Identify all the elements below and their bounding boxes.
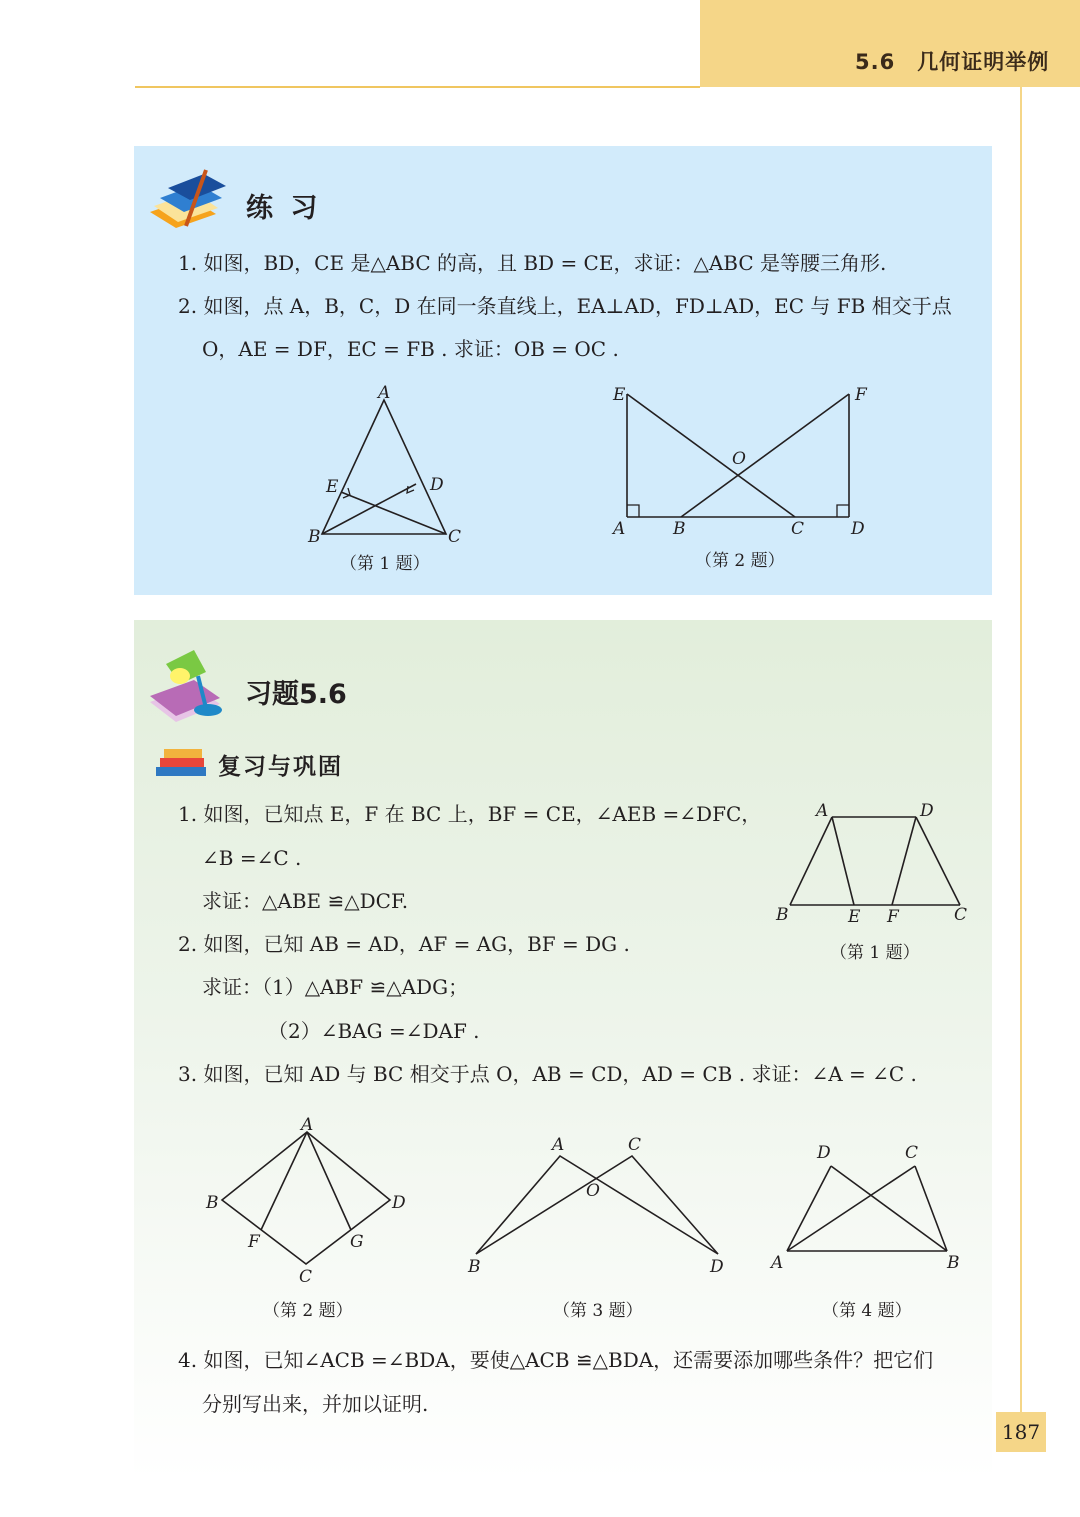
- svg-text:B: B: [308, 527, 321, 547]
- svg-text:C: C: [791, 519, 805, 539]
- svg-text:D: D: [817, 1143, 831, 1163]
- lamp-icon: [146, 646, 236, 726]
- practice-q2-line1: 2. 如图，点 A，B，C，D 在同一条直线上，EA⊥AD，FD⊥AD，EC 与 FB 相交于点: [178, 294, 952, 318]
- svg-text:E: E: [326, 477, 339, 497]
- svg-text:O: O: [732, 449, 746, 469]
- svg-text:A: A: [378, 383, 391, 403]
- exercise-figure-2: [200, 1112, 415, 1287]
- practice-fig1-caption: （第 1 题）: [340, 554, 430, 574]
- exercise-q3-line1: 3. 如图，已知 AD 与 BC 相交于点 O，AB = CD，AD = CB . 求证：∠A = ∠C .: [178, 1062, 917, 1086]
- svg-text:O: O: [586, 1181, 600, 1201]
- svg-text:D: D: [851, 519, 865, 539]
- exercise-q2-line1: 2. 如图，已知 AB = AD，AF = AG，BF = DG .: [178, 932, 630, 956]
- svg-text:A: A: [613, 519, 626, 539]
- svg-text:D: D: [710, 1257, 724, 1275]
- exercise-q2-line2: 求证：（1）△ABF ≌△ADG；: [202, 975, 469, 999]
- svg-text:C: C: [905, 1143, 919, 1163]
- svg-text:D: D: [430, 475, 444, 495]
- practice-q2-line2: O，AE = DF，EC = FB . 求证：OB = OC .: [202, 337, 619, 361]
- practice-figure-2: [605, 380, 875, 545]
- exercise-q4-line2: 分别写出来，并加以证明.: [202, 1392, 429, 1416]
- svg-text:C: C: [628, 1135, 642, 1155]
- stacked-books-icon: [152, 745, 212, 781]
- exercise-fig3-caption: （第 3 题）: [553, 1301, 643, 1321]
- exercise-figure-3: [460, 1130, 735, 1275]
- running-header: [855, 46, 1049, 76]
- svg-text:F: F: [248, 1232, 260, 1252]
- exercise-fig2-caption: （第 2 题）: [263, 1301, 353, 1321]
- section-number: 5.6: [855, 50, 896, 74]
- books-icon: [146, 168, 232, 230]
- svg-text:G: G: [350, 1232, 364, 1252]
- svg-text:C: C: [448, 527, 462, 547]
- svg-text:D: D: [392, 1193, 406, 1213]
- exercise-figure-1: [770, 798, 980, 928]
- svg-text:A: A: [552, 1135, 565, 1155]
- exercise-subtitle: 复习与巩固: [218, 753, 343, 780]
- practice-q1: 1. 如图，BD，CE 是△ABC 的高，且 BD = CE，求证：△ABC 是等腰三角形.: [178, 251, 887, 275]
- exercise-figure-4: [765, 1138, 970, 1273]
- exercise-q1-line2: ∠B =∠C .: [202, 846, 302, 870]
- exercise-q2-line3: （2）∠BAG =∠DAF .: [268, 1019, 480, 1043]
- svg-text:E: E: [848, 907, 861, 927]
- svg-text:A: A: [816, 801, 829, 821]
- practice-title: 练 习: [246, 193, 322, 224]
- svg-text:B: B: [947, 1253, 960, 1273]
- section-title: 几何证明举例: [917, 50, 1050, 74]
- svg-text:D: D: [920, 801, 934, 821]
- svg-text:F: F: [887, 907, 899, 927]
- svg-text:B: B: [673, 519, 686, 539]
- svg-text:F: F: [855, 385, 867, 405]
- svg-text:E: E: [613, 385, 626, 405]
- svg-text:B: B: [776, 905, 789, 925]
- header-rule: [135, 86, 700, 88]
- exercise-fig1-caption: （第 1 题）: [830, 943, 920, 963]
- practice-figure-1: [300, 380, 470, 550]
- svg-text:C: C: [299, 1267, 313, 1287]
- svg-text:C: C: [954, 905, 968, 925]
- exercise-q1-line1: 1. 如图，已知点 E，F 在 BC 上，BF = CE，∠AEB =∠DFC，: [178, 802, 762, 826]
- exercise-fig4-caption: （第 4 题）: [822, 1301, 912, 1321]
- exercise-title: 习题5.6: [245, 679, 347, 710]
- margin-rule: [1020, 87, 1022, 1417]
- svg-text:B: B: [206, 1193, 219, 1213]
- page-number: 187: [996, 1412, 1046, 1452]
- svg-text:A: A: [301, 1115, 314, 1135]
- exercise-q4-line1: 4. 如图，已知∠ACB =∠BDA，要使△ACB ≌△BDA，还需要添加哪些条件？把它们: [178, 1348, 934, 1372]
- exercise-q1-line3: 求证：△ABE ≌△DCF.: [202, 889, 409, 913]
- practice-fig2-caption: （第 2 题）: [695, 551, 785, 571]
- svg-text:B: B: [468, 1257, 481, 1275]
- svg-text:A: A: [771, 1253, 784, 1273]
